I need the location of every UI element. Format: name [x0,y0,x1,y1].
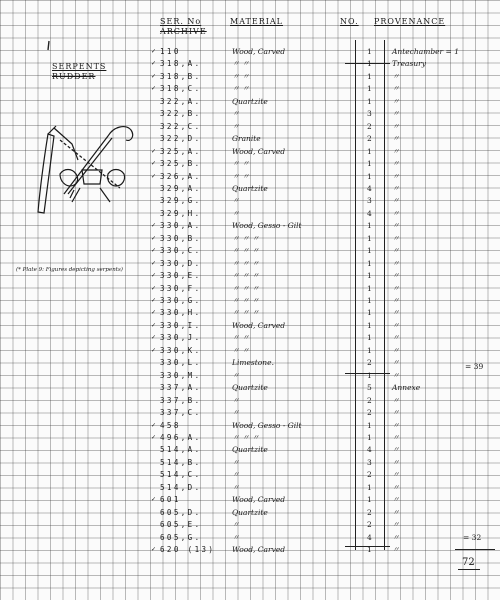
serial-number: 514,A. [160,445,202,455]
provenance-cell: 〃 [392,532,400,542]
count-cell: 1 [367,271,372,281]
subtotal-annexe: = 39 [465,362,484,371]
table-row [0,444,500,457]
table-row [0,133,500,146]
material-cell: Quartzite [232,383,268,393]
count-cell: 4 [367,208,372,218]
page-number: 72 [462,557,475,568]
count-cell: 4 [367,183,372,193]
provenance-cell: 〃 [392,470,400,480]
material-cell: 〃 〃 〃 [232,271,260,281]
material-cell: Wood, Carved [232,47,286,56]
provenance-cell: 〃 [392,96,400,106]
checkmark: ✓ [151,60,157,68]
table-row [0,482,500,495]
provenance-cell: 〃 [392,482,400,492]
table-row [0,382,500,395]
serial-number: 322,D. [160,134,202,144]
checkmark: ✓ [151,346,157,354]
count-cell: 1 [367,71,372,81]
serial-number: 110 [160,47,181,56]
checkmark: ✓ [151,85,157,93]
material-cell: 〃 〃 [232,71,250,81]
provenance-cell: 〃 [392,233,400,243]
serial-number: 605,E. [160,520,202,530]
serial-number: 337,C. [160,408,202,418]
checkmark: ✓ [151,247,157,255]
serial-number: 496,A. [160,432,202,442]
material-cell: Quartzite [232,183,268,193]
material-cell: 〃 [232,532,240,542]
count-cell: 2 [367,520,372,530]
provenance-cell: 〃 [392,146,400,156]
provenance-cell: 〃 [392,196,400,206]
table-row [0,494,500,507]
table-row [0,183,500,196]
count-cell: 2 [367,134,372,144]
table-row [0,320,500,333]
serial-number: 318,B. [160,71,202,81]
provenance-cell: 〃 [392,495,400,505]
table-row [0,457,500,470]
material-cell: 〃 〃 〃 [232,246,260,256]
checkmark: ✓ [151,172,157,180]
material-cell: 〃 〃 [232,171,250,181]
table-row [0,83,500,96]
provenance-cell: 〃 [392,183,400,193]
table-row [0,96,500,109]
material-cell: 〃 [232,196,240,206]
material-cell: 〃 〃 〃 [232,283,260,293]
serial-number: 330,G. [160,296,202,305]
table-row [0,283,500,296]
table-row [0,108,500,121]
serial-number: 325,A. [160,146,202,156]
provenance-cell: 〃 [392,171,400,181]
table-row [0,544,500,557]
count-cell: 1 [367,333,372,343]
checkmark: ✓ [151,546,157,553]
count-cell: 1 [367,233,372,243]
serial-number: 318,C. [160,84,202,94]
table-row [0,357,500,370]
table-row [0,407,500,420]
count-cell: 1 [367,495,372,505]
provenance-cell: 〃 [392,420,400,430]
material-cell: Granite [232,134,261,144]
page-number-underline [458,569,480,570]
checkmark: ✓ [151,309,157,317]
count-cell: 1 [367,84,372,94]
checkmark: ✓ [151,297,157,304]
provenance-cell: 〃 [392,296,400,305]
material-cell: Quartzite [232,445,268,455]
checkmark: ✓ [151,321,157,329]
material-cell: Quartzite [232,507,268,517]
table-row [0,233,500,246]
provenance-cell: 〃 [392,246,400,256]
provenance-cell: 〃 [392,432,400,442]
material-cell: 〃 [232,395,240,405]
material-cell: 〃 [232,457,240,467]
provenance-cell: Annexe [392,383,421,393]
provenance-cell: 〃 [392,333,400,343]
count-cell: 1 [367,420,372,430]
serial-number: 329,G. [160,196,202,206]
serial-number: 326,A. [160,171,202,181]
count-cell: 1 [367,221,372,231]
serial-number: 514,C. [160,470,202,480]
table-row [0,258,500,271]
count-cell: 1 [367,159,372,169]
material-cell: Wood, Gesso - Gilt [232,420,302,430]
count-cell: 1 [367,370,372,380]
material-cell: 〃 [232,370,240,380]
provenance-cell: 〃 [392,308,400,318]
material-cell: 〃 〃 [232,345,250,355]
material-cell: 〃 〃 〃 [232,296,260,305]
header-material: MATERIAL [230,17,283,26]
checkmark: ✓ [151,433,157,441]
table-row [0,532,500,545]
table-row [0,146,500,159]
count-cell: 1 [367,246,372,256]
count-cell: 1 [367,545,372,554]
provenance-cell: 〃 [392,71,400,81]
count-cell: 1 [367,345,372,355]
provenance-cell: 〃 [392,221,400,231]
serial-number: 330,B. [160,233,202,243]
header-serial: SER. No [160,17,202,26]
serial-number: 329,A. [160,183,202,193]
material-cell: 〃 〃 〃 [232,432,260,442]
count-cell: 2 [367,408,372,418]
material-cell: 〃 〃 [232,159,250,169]
table-row [0,519,500,532]
table-row [0,46,500,59]
checkmark: ✓ [151,496,157,504]
count-cell: 2 [367,395,372,405]
provenance-cell: 〃 [392,159,400,169]
material-cell: 〃 〃 [232,59,250,69]
table-row [0,245,500,258]
count-cell: 4 [367,532,372,542]
count-cell: 1 [367,146,372,156]
serial-number: 605,D. [160,507,202,517]
provenance-cell: Treasury [392,59,426,69]
material-cell: Quartzite [232,96,268,106]
count-cell: 3 [367,196,372,206]
count-cell: 3 [367,457,372,467]
material-cell: 〃 〃 〃 [232,308,260,318]
material-cell: 〃 [232,208,240,218]
table-row [0,195,500,208]
table-row [0,332,500,345]
count-cell: 1 [367,320,372,330]
count-cell: 1 [367,308,372,318]
count-cell: 1 [367,171,372,181]
count-cell: 2 [367,507,372,517]
provenance-cell: 〃 [392,370,400,380]
serial-number: 330,M. [160,370,202,380]
table-row [0,420,500,433]
count-cell: 2 [367,470,372,480]
checkmark: ✓ [151,234,157,242]
provenance-cell: Antechamber = 1 [392,47,459,56]
table-row [0,121,500,134]
material-cell: 〃 〃 〃 [232,233,260,243]
serial-number: 330,C. [160,246,202,256]
header-no: NO. [340,17,359,26]
serial-number: 329,H. [160,208,202,218]
provenance-cell: 〃 [392,208,400,218]
material-cell: 〃 〃 〃 [232,258,260,268]
material-cell: Wood, Gesso - Gilt [232,221,302,231]
serial-number: 330,D. [160,258,202,268]
table-row [0,58,500,71]
material-cell: Wood, Carved [232,495,286,505]
material-cell: 〃 [232,109,240,119]
checkmark: ✓ [151,72,157,80]
checkmark: ✓ [151,48,157,55]
provenance-cell: 〃 [392,395,400,405]
table-row [0,270,500,283]
provenance-cell: 〃 [392,408,400,418]
table-row [0,307,500,320]
serial-number: 330,F. [160,283,202,293]
side-note: (* Plate 9: Figures depicting serpents) [16,267,123,273]
provenance-cell: 〃 [392,109,400,119]
count-cell: 2 [367,121,372,131]
checkmark: ✓ [151,259,157,267]
header-serial-sub: ARCHIVE [160,27,207,36]
table-row [0,395,500,408]
table-row [0,158,500,171]
serial-number: 337,A. [160,383,202,393]
checkmark: ✓ [151,421,157,429]
header-provenance: PROVENANCE [374,17,446,26]
material-cell: Wood, Carved [232,545,286,554]
provenance-cell: 〃 [392,84,400,94]
table-row [0,208,500,221]
serial-number: 322,C. [160,121,202,131]
provenance-cell: 〃 [392,258,400,268]
serial-number: 322,B. [160,109,202,119]
provenance-cell: 〃 [392,507,400,517]
serial-number: 330,E. [160,271,202,281]
material-cell: 〃 [232,470,240,480]
category-struck-label: RUDDER [52,72,96,81]
serial-number: 330,A. [160,221,202,231]
count-cell: 1 [367,96,372,106]
table-row [0,295,500,308]
table-row [0,345,500,358]
provenance-cell: 〃 [392,271,400,281]
provenance-cell: 〃 [392,345,400,355]
checkmark: ✓ [151,284,157,292]
table-row [0,370,500,383]
material-cell: 〃 [232,121,240,131]
serial-number: 337,B. [160,395,202,405]
serial-number: 605,G. [160,532,202,542]
count-cell: 1 [367,283,372,293]
provenance-cell: 〃 [392,134,400,144]
count-cell: 4 [367,445,372,455]
material-cell: 〃 [232,408,240,418]
material-cell: 〃 〃 [232,333,250,343]
serial-number: 330,K. [160,345,202,355]
serial-number: 601 [160,495,181,505]
serial-number: 318,A. [160,59,202,69]
material-cell: 〃 [232,482,240,492]
count-cell: 1 [367,296,372,305]
count-cell: 2 [367,358,372,368]
material-cell: Wood, Carved [232,320,286,330]
table-row [0,469,500,482]
provenance-cell: 〃 [392,545,400,554]
serial-number: 322,A. [160,96,202,106]
category-label: SERPENTS [52,62,107,71]
provenance-cell: 〃 [392,445,400,455]
count-cell: 1 [367,47,372,56]
provenance-cell: 〃 [392,320,400,330]
provenance-cell: 〃 [392,520,400,530]
serial-number: 458 [160,420,181,430]
serial-number: 330,J. [160,333,202,343]
provenance-cell: 〃 [392,457,400,467]
serial-number: 330,H. [160,308,202,318]
table-row [0,71,500,84]
table-row [0,432,500,445]
checkmark: ✓ [151,272,157,280]
table-row [0,220,500,233]
material-cell: 〃 〃 [232,84,250,94]
material-cell: Limestone. [232,358,274,368]
serial-number: 514,D. [160,482,202,492]
serial-number: 325,B. [160,159,202,169]
provenance-cell: 〃 [392,358,400,368]
material-cell: 〃 [232,520,240,530]
table-row [0,171,500,184]
serial-number: 330,I. [160,320,202,330]
count-cell: 5 [367,383,372,393]
provenance-cell: 〃 [392,121,400,131]
serial-number: 330,L. [160,358,202,368]
serial-number: 620 (13) [160,545,216,554]
checkmark: ✓ [151,334,157,342]
subtotal-final: = 32 [463,533,482,542]
count-cell: 1 [367,59,372,69]
checkmark: ✓ [151,160,157,168]
count-cell: 1 [367,432,372,442]
provenance-cell: 〃 [392,283,400,293]
count-cell: 1 [367,482,372,492]
serial-number: 514,B. [160,457,202,467]
count-cell: 1 [367,258,372,268]
material-cell: Wood, Carved [232,146,286,156]
table-row [0,507,500,520]
checkmark: ✓ [151,147,157,155]
count-cell: 3 [367,109,372,119]
checkmark: ✓ [151,222,157,230]
